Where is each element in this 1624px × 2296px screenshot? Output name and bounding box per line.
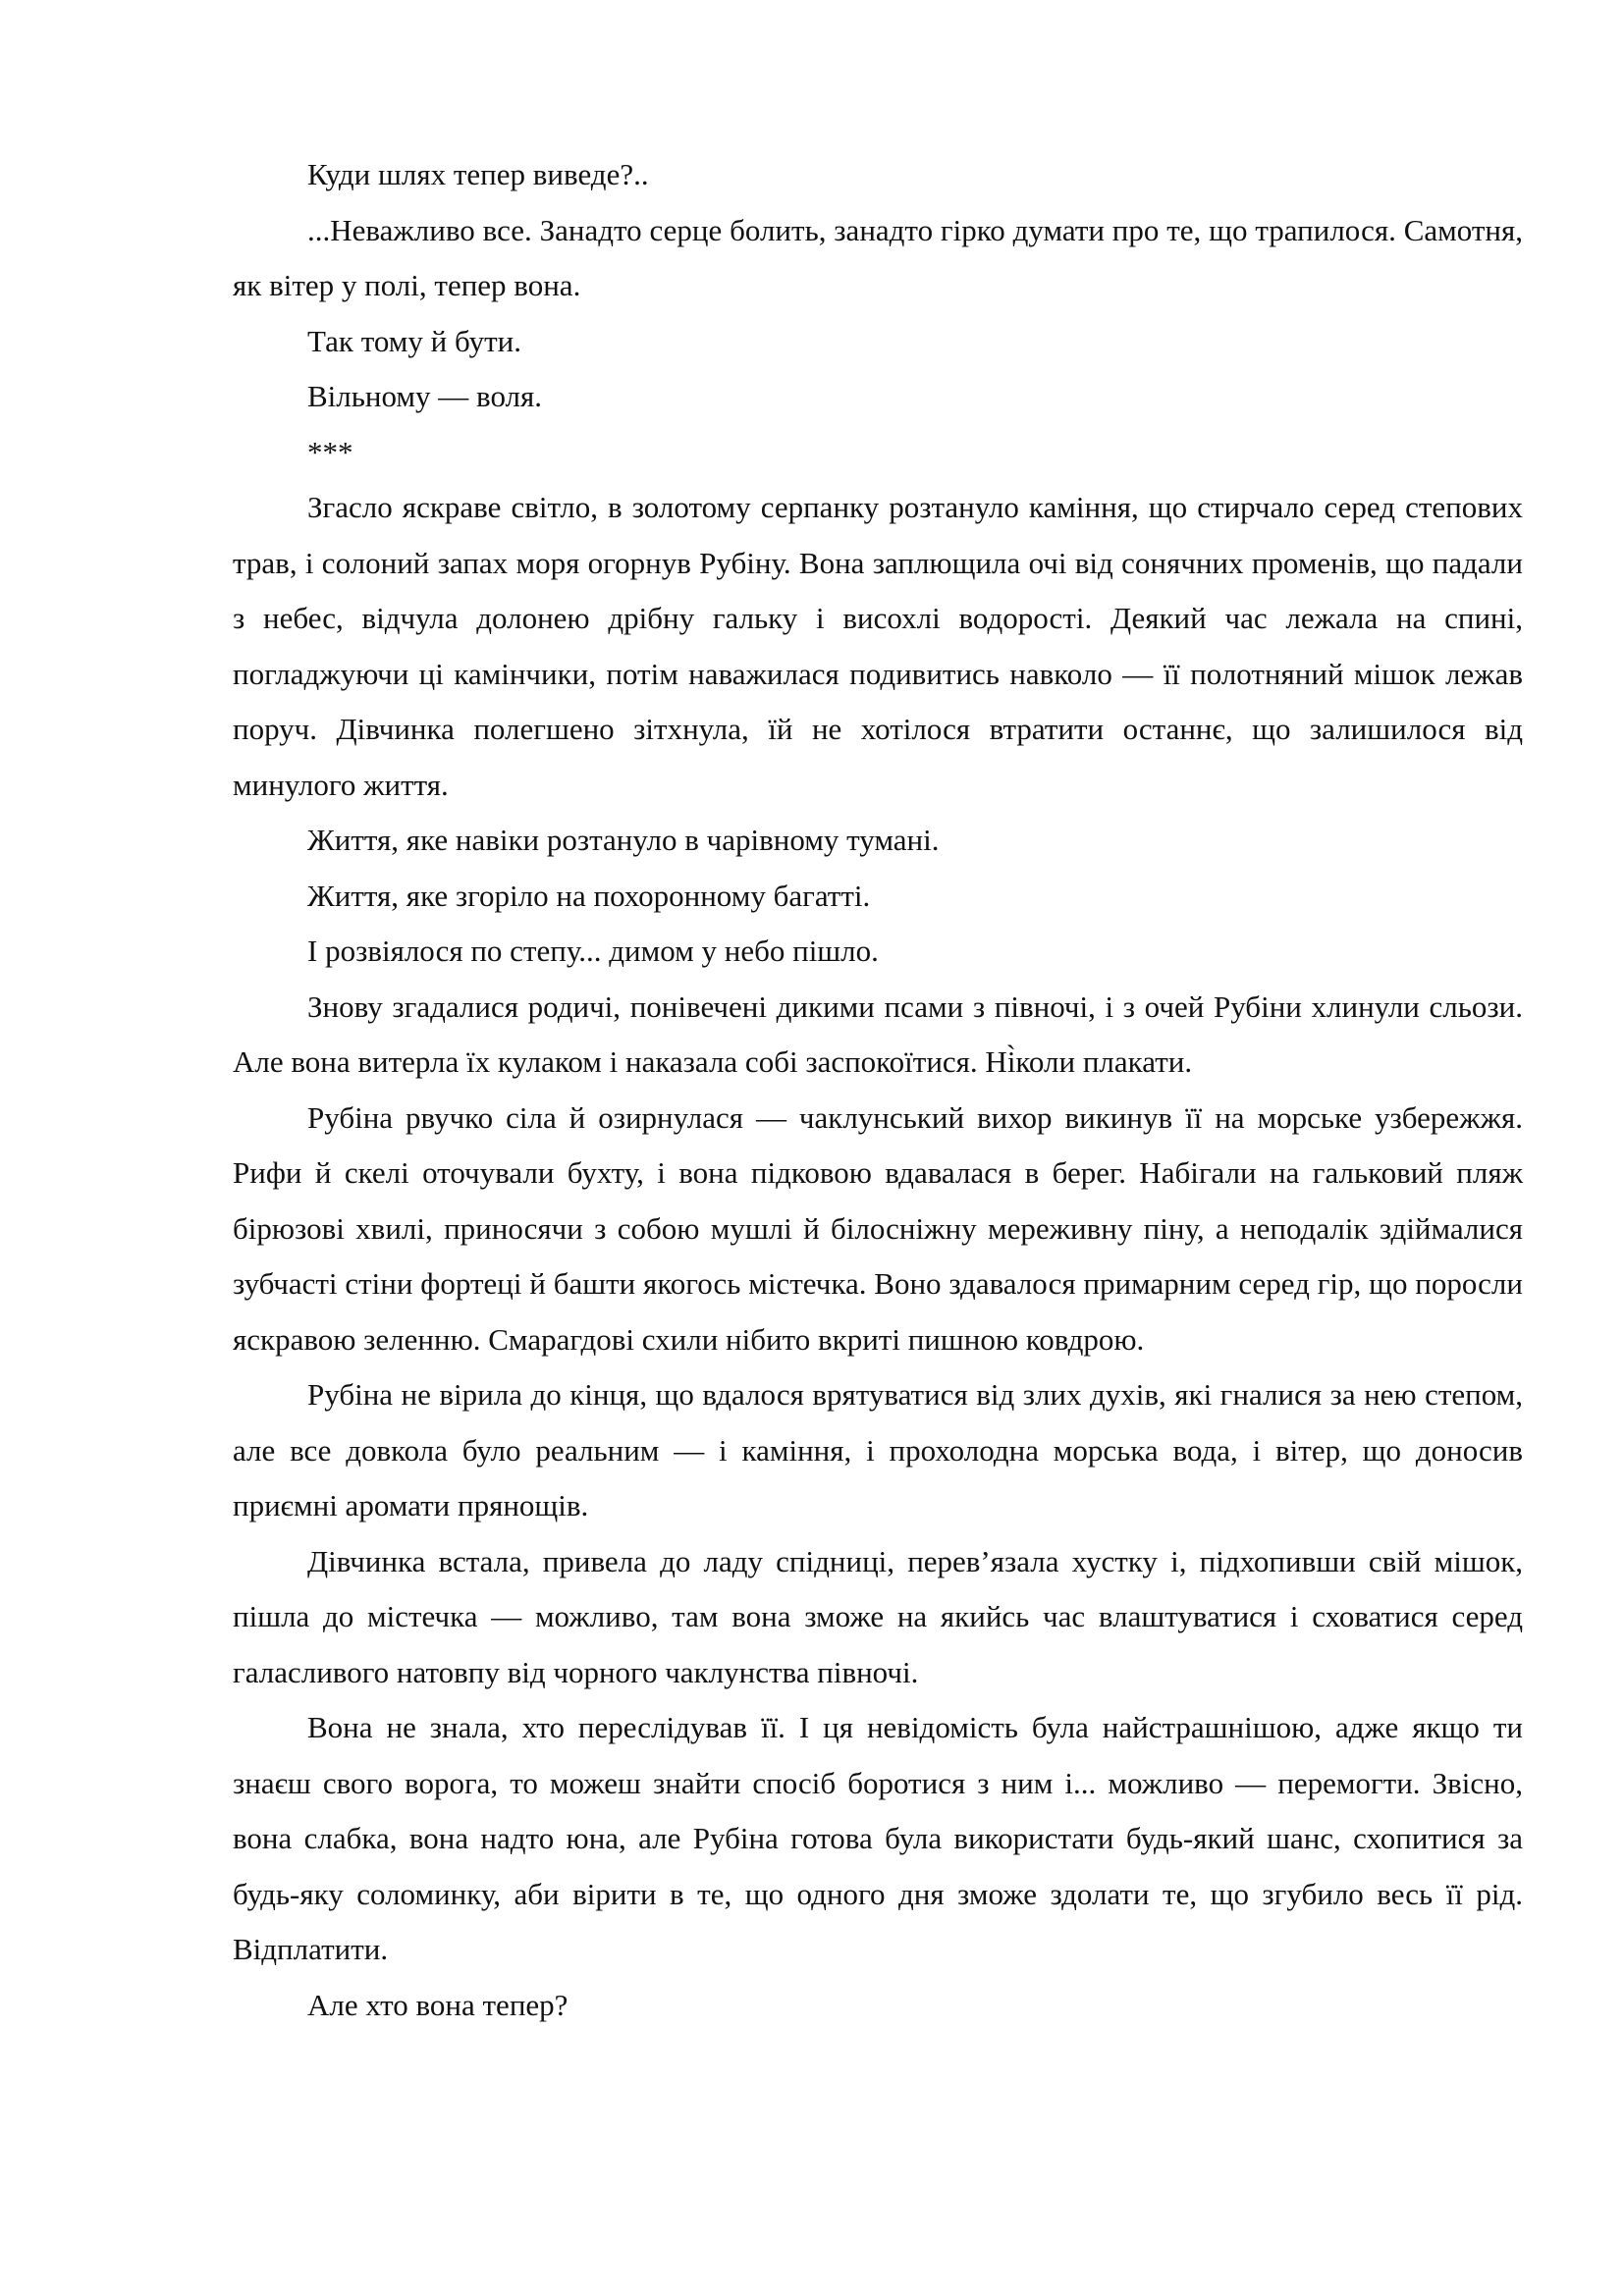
section-separator: *** xyxy=(307,434,353,469)
paragraph-9: Знову згадалися родичі, понівечені дикими псами з півночі, і з очей Рубіни хлинули сльози. Але вона витерла їх кулаком і наказала собі заспокоїтися. Ні̀коли плакати. xyxy=(233,988,1523,1079)
paragraph-5: Згасло яскраве світло, в золотому серпанку розтануло каміння, що стирчало серед степових трав, і солоний запах моря огорнув Рубіну. Вона заплющила очі від сонячних променів, що падали з небес, відчула долонею дрібну гальку і висохлі водорості. Деякий час лежала на спині, погладжуючи ці камінчики, потім наважилася подивитись навколо — її полотняний мішок лежав поруч. Дівчинка полегшено зітхнула, їй не хотілося втратити останнє, що залишилося від минулого життя. xyxy=(233,490,1523,802)
paragraph-10: Рубіна рвучко сіла й озирнулася — чаклунський вихор викинув її на морське узбережжя. Рифи й скелі оточували бухту, і вона підковою вдавалася в берег. Набігали на гальковий пляж бірюзові хвилі, приносячи з собою мушлі й білосніжну мереживну піну, а неподалік здіймалися зубчасті стіни фортеці й башти якогось містечка. Воно здавалося примарним серед гір, що поросли яскравою зеленню. Смарагдові схили нібито вкриті пишною ковдрою. xyxy=(233,1099,1523,1357)
document-body xyxy=(233,147,1523,2033)
paragraph-3: Так тому й бути. xyxy=(307,323,521,358)
paragraph-14: Але хто вона тепер? xyxy=(307,1987,568,2022)
paragraph-2: ...Неважливо все. Занадто серце болить, занадто гірко думати про те, що трапилося. Самотня, як вітер у полі, тепер вона. xyxy=(233,212,1523,302)
paragraph-12: Дівчинка встала, привела до ладу спідниці, перев’язала хустку і, підхопивши свій мішок, пішла до містечка — можливо, там вона зможе на якийсь час влаштуватися і сховатися серед галасливого натовпу від чорного чаклунства півночі. xyxy=(233,1543,1523,1689)
paragraph-4: Вільному — воля. xyxy=(307,379,543,413)
paragraph-7: Життя, яке згоріло на похоронному багатті. xyxy=(307,878,871,913)
paragraph-11: Рубіна не вірила до кінця, що вдалося врятуватися від злих духів, які гналися за нею степом, але все довкола було реальним — і каміння, і прохолодна морська вода, і вітер, що доносив приємні аромати прянощів. xyxy=(233,1377,1523,1522)
paragraph-8: І розвіялося по степу... димом у небо пішло. xyxy=(307,934,879,968)
paragraph-1: Куди шлях тепер виведе?.. xyxy=(307,157,649,191)
paragraph-13: Вона не знала, хто переслідував її. І ця невідомість була найстрашнішою, адже якщо ти знаєш свого ворога, то можеш знайти спосіб боротися з ним і... можливо — перемогти. Звісно, вона слабка, вона надто юна, але Рубіна готова була використати будь-який шанс, схопитися за будь-яку соломинку, аби вірити в те, що одного дня зможе здолати те, що згубило весь її рід. Відплатити. xyxy=(233,1710,1523,1966)
paragraph-6: Життя, яке навіки розтануло в чарівному тумані. xyxy=(307,823,940,857)
